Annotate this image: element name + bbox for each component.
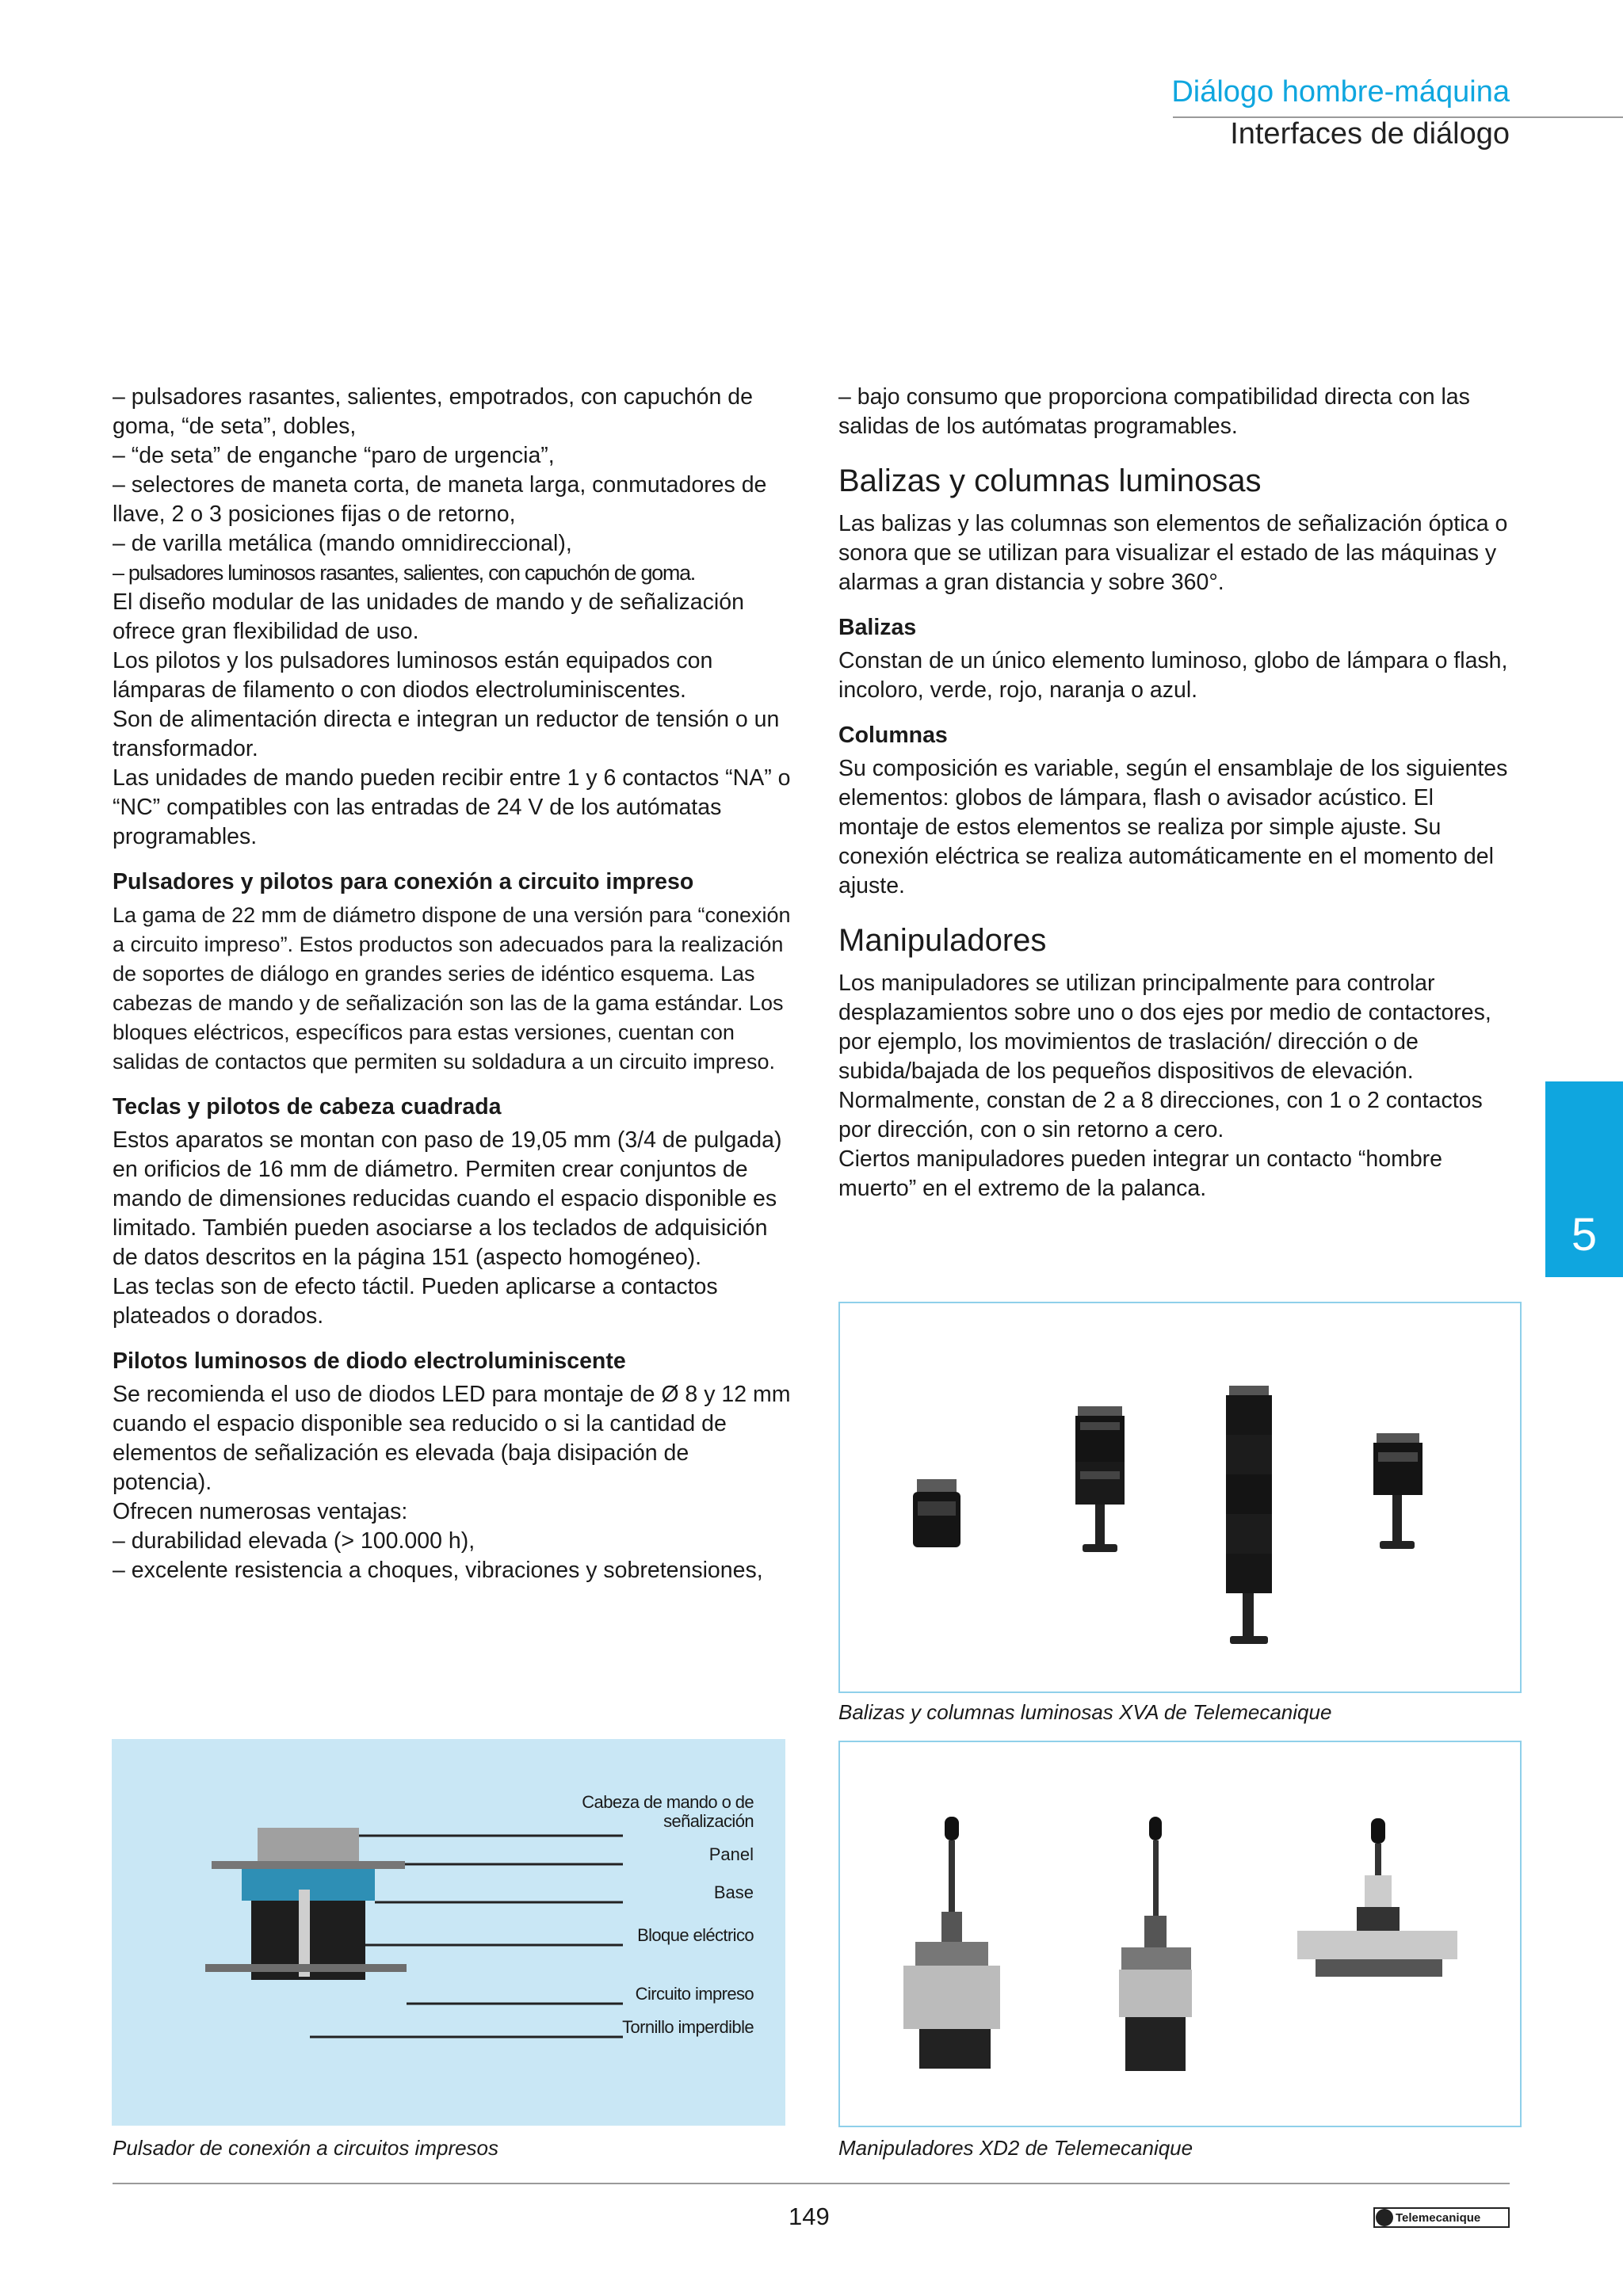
beacons-paragraph: Las balizas y las columnas son elementos de señalización óptica o sonora que se utilizan para visualizar el estado de las máquinas y alarmas a gran distancia y sobre 360°. (838, 511, 1508, 595)
beacons-title: Balizas y columnas luminosas (838, 463, 1262, 498)
intro-line: – selectores de maneta corta, de maneta larga, conmutadores de llave, 2 o 3 posiciones fijas o de retorno, (113, 472, 767, 527)
columns-paragraph: Su composición es variable, según el ensamblaje de los siguientes elementos: globos de lámpara, flash o avisador acústico. El montaje de estos elementos se realiza por simple ajuste. Su conexión eléctrica se realiza automáticamente en el momento del ajuste. (838, 756, 1508, 898)
beacons-subheading: Balizas (838, 615, 917, 640)
joysticks-illustration (840, 1742, 1520, 2126)
beacon-short (913, 1479, 960, 1547)
left-column (113, 383, 794, 1585)
pcb-paragraph: La gama de 22 mm de diámetro dispone de una versión para “conexión a circuito impreso”. Estos productos son adecuados para la realización de soportes de diálogo en grandes series de idéntico esquema. Las cabezas de mando y de señalización son las de la gama estándar. Los bloques eléctricos, específicos para estas versiones, cuentan con salidas de contactos que permiten su soldadura a un circuito impreso. (113, 903, 791, 1074)
label-panel: Panel (708, 1844, 754, 1864)
label-captive-screw: Tornillo imperdible (622, 2017, 754, 2037)
control-head (258, 1828, 359, 1861)
pcb-caption: Pulsador de conexión a circuitos impresos (113, 2136, 499, 2160)
joystick-left (903, 1817, 1000, 2069)
footer-divider (113, 2183, 1510, 2184)
right-column (838, 383, 1520, 1203)
column-five-tier (1226, 1386, 1272, 1644)
printed-circuit (205, 1964, 407, 1972)
intro-line: – “de seta” de enganche “paro de urgencia”, (113, 443, 555, 468)
intro-line: – pulsadores luminosos rasantes, salientes, con capuchón de goma. (113, 561, 695, 585)
intro-line: Los pilotos y los pulsadores luminosos están equipados con lámparas de filamento o con diodos electroluminiscentes. (113, 648, 713, 703)
led-heading: Pilotos luminosos de diodo electroluminiscente (113, 1348, 626, 1374)
brand-mark-icon (1376, 2209, 1393, 2226)
panel-plate (212, 1861, 405, 1869)
intro-line: Las unidades de mando pueden recibir entre 1 y 6 contactos “NA” o “NC” compatibles con las entradas de 24 V de los autómatas programables. (113, 765, 791, 849)
beacons-caption: Balizas y columnas luminosas XVA de Telemecanique (838, 1700, 1332, 1724)
square-keys-paragraph: Las teclas son de efecto táctil. Pueden aplicarse a contactos plateados o dorados. (113, 1274, 718, 1329)
label-electrical-block: Bloque eléctrico (637, 1925, 754, 1945)
joystick-right (1297, 1818, 1457, 1977)
subsection-title: Interfaces de diálogo (1230, 117, 1510, 151)
brand-logo (1373, 2207, 1510, 2228)
label-base: Base (713, 1882, 754, 1902)
joysticks-paragraph: Normalmente, constan de 2 a 8 direcciones, con 1 o 2 contactos por dirección, con o sin retorno a cero. (838, 1088, 1483, 1142)
intro-line: El diseño modular de las unidades de mando y de señalización ofrece gran flexibilidad de uso. (113, 589, 744, 644)
intro-continued: – bajo consumo que proporciona compatibilidad directa con las salidas de los autómatas programables. (838, 384, 1470, 439)
intro-line: – de varilla metálica (mando omnidireccional), (113, 531, 572, 556)
beacons-sub-paragraph: Constan de un único elemento luminoso, globo de lámpara o flash, incoloro, verde, rojo, naranja o azul. (838, 648, 1508, 703)
chapter-tab (1545, 1081, 1623, 1277)
led-paragraph: – durabilidad elevada (> 100.000 h), (113, 1528, 475, 1554)
led-paragraph: – excelente resistencia a choques, vibraciones y sobretensiones, (113, 1558, 763, 1583)
column-two-tier (1075, 1406, 1125, 1552)
joysticks-photo (838, 1741, 1522, 2127)
captive-screw (299, 1890, 310, 1977)
chapter-number: 5 (1571, 1209, 1598, 1261)
section-title: Diálogo hombre-máquina (1171, 75, 1510, 109)
joysticks-paragraph: Ciertos manipuladores pueden integrar un contacto “hombre muerto” en el extremo de la palanca. (838, 1146, 1443, 1201)
pcb-heading: Pulsadores y pilotos para conexión a circuito impreso (113, 869, 694, 894)
led-paragraph: Se recomienda el uso de diodos LED para montaje de Ø 8 y 12 mm cuando el espacio disponible sea reducido o si la cantidad de elementos de señalización es elevada (baja disipación de potencia). (113, 1382, 791, 1495)
beacons-illustration (840, 1303, 1520, 1691)
page-number: 149 (789, 2203, 830, 2230)
label-printed-circuit: Circuito impreso (635, 1984, 754, 2004)
beacons-photo (838, 1302, 1522, 1693)
joystick-center (1119, 1817, 1192, 2071)
brand-name: Telemecanique (1396, 2210, 1481, 2225)
joysticks-title: Manipuladores (838, 923, 1047, 958)
joysticks-paragraph: Los manipuladores se utilizan principalmente para controlar desplazamientos sobre uno o dos ejes por medio de contactores, por ejemplo, los movimientos de traslación/ dirección o de subida/bajada de los pequeños dispositivos de elevación. (838, 971, 1491, 1084)
square-keys-heading: Teclas y pilotos de cabeza cuadrada (113, 1094, 502, 1119)
intro-line: – pulsadores rasantes, salientes, empotrados, con capuchón de goma, “de seta”, dobles, (113, 384, 754, 439)
label-control-head: Cabeza de mando o de señalización (582, 1792, 754, 1831)
pcb-button-diagram (112, 1739, 785, 2126)
columns-subheading: Columnas (838, 723, 948, 748)
intro-line: Son de alimentación directa e integran un reductor de tensión o un transformador. (113, 707, 780, 761)
column-single-tier (1373, 1433, 1423, 1549)
square-keys-paragraph: Estos aparatos se montan con paso de 19,05 mm (3/4 de pulgada) en orificios de 16 mm de diámetro. Permiten crear conjuntos de mando de dimensiones reducidas cuando el espacio disponible es limitado. También pueden asociarse a los teclados de adquisición de datos descritos en la página 151 (aspecto homogéneo). (113, 1127, 782, 1270)
led-paragraph: Ofrecen numerosas ventajas: (113, 1499, 408, 1524)
joysticks-caption: Manipuladores XD2 de Telemecanique (838, 2136, 1193, 2160)
